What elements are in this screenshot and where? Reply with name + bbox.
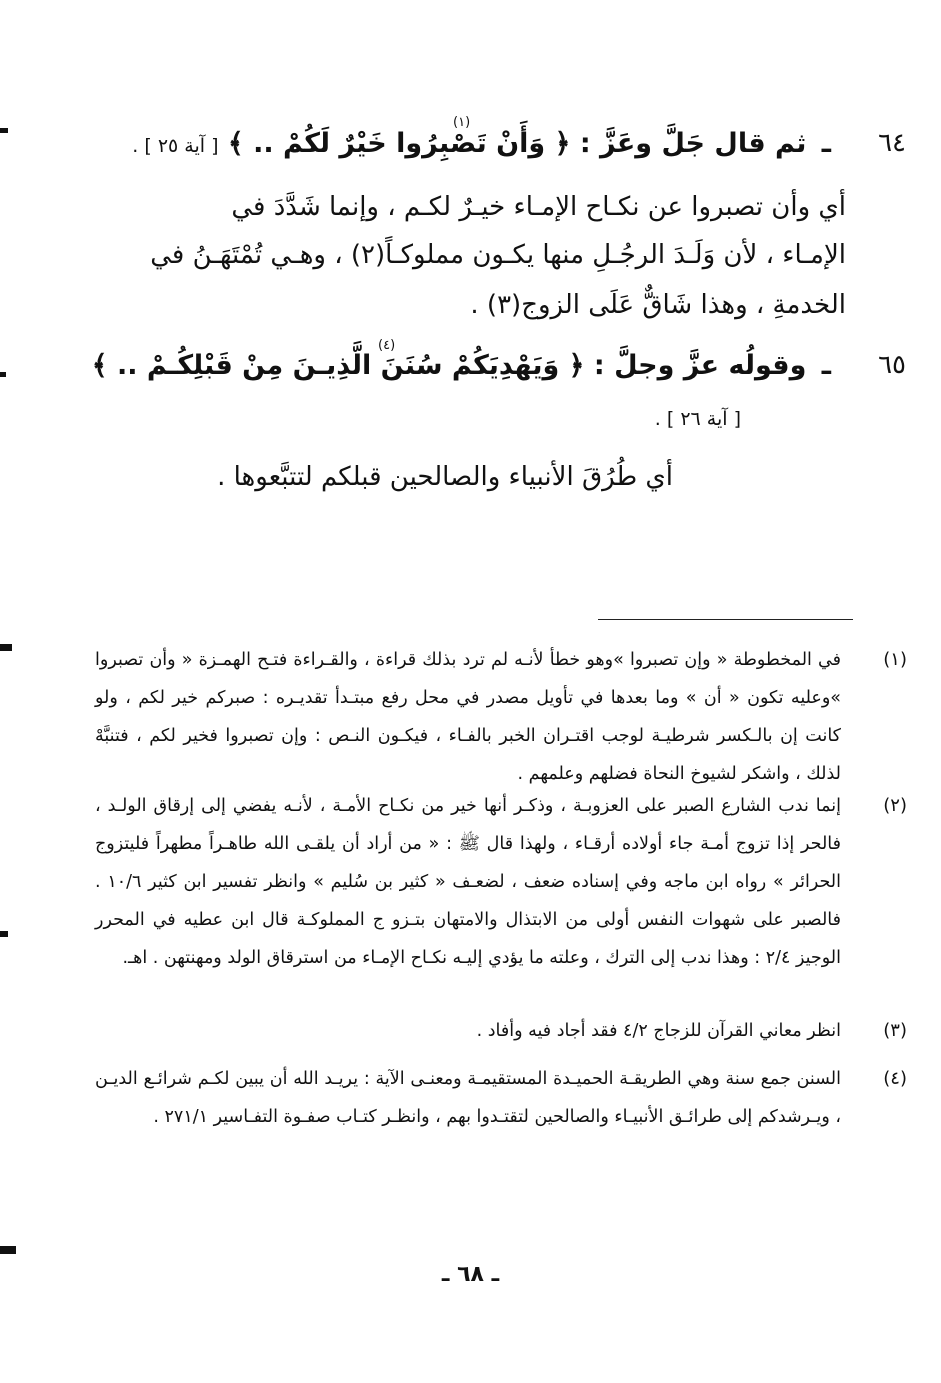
entry-64-heading xyxy=(90,128,906,159)
entry-65-heading xyxy=(90,350,906,381)
footnote-text: السنن جمع سنة وهي الطريقـة الحميـدة المستقيمـة ومعنـى الآية : يريـد الله أن يبين لكـم شرائـع الديـن ، ويـرشدكم إلى طرائـق الأنبيـاء والصالحين لتقتـدوا بهم ، وانظـر كتـاب صفـوة التفـاسير ٢٧١/١ . xyxy=(95,1069,841,1127)
entry-lead: ثم قال جَلَّ وعَزَّ : xyxy=(570,128,807,159)
entry-number: ٦٤ xyxy=(878,128,906,158)
footnote-2 xyxy=(95,787,907,977)
entry-number: ٦٥ xyxy=(878,350,906,380)
verse-reference: [ آية ٢٦ ] . xyxy=(654,408,741,430)
footnote-text: في المخطوطة « وإن تصبروا »وهو خطأ لأنـه لم ترد بذلك قراءة ، والقـراءة فتـح الهمـزة « وأن تصبروا »وعليه تكون « أن » وما بعدها في تأويل مصدر في محل رفع مبتـدأ تقديـره : صبركم خير لكم ، ولو كانت إن بالـكسر شرطيـة لوجب اقتـران الخبر بالفـاء ، فيكـون النـص : وإن تصبروا فخير لكم ، فتنبَّهْ لذلك ، واشكر لشيوخ النحاة فضلهم وعلمهم . xyxy=(95,650,841,784)
footnote-number: (٢) xyxy=(883,795,907,816)
entry-dash: ـ xyxy=(821,350,831,381)
footnote-text: إنما ندب الشارع الصبر على العزوبـة ، وذكـر أنها خير من نكـاح الأمـة ، لأنـه يفضي إلى إرقاق الولـد ، فالحر إذا تزوج أمـة جاء أولاده أرقـاء ، ولهذا قال ﷺ : « من أراد أن يلقـى الله طاهـراً مطهراً فليتزوج الحرائر » رواه ابن ماجه وفي إسناده ضعف ، لضعـف « كثير بن سُليم » وانظر تفسير ابن كثير ١٠/٦ . فالصبر على شهوات النفس أولى من الابتذال والامتهان بتـزو ج المملوكـة قال ابن عطيه في المحرر الوجيز ٢/٤ : وهذا ندب إلى الترك ، وعلته ما يؤدي إليـه نكـاح الإمـاء من استرقاق الولد ومهنتهن . اهـ. xyxy=(95,796,841,968)
body-paragraph-2: أي طُرُقَ الأنبياء والصالحين قبلكم لتتبَّعوها . xyxy=(217,462,673,492)
verse-reference: [ آية ٢٥ ] . xyxy=(132,135,219,157)
body-paragraph-1-line-3: الخدمةِ ، وهذا شَاقٌّ عَلَى الزوج(٣) . xyxy=(470,290,846,320)
scan-mark xyxy=(0,644,12,651)
footnote-number: (٣) xyxy=(883,1020,907,1041)
body-paragraph-1-line-1: أي وأن تصبروا عن نكـاح الإمـاء خيـرٌ لكـم ، وإنما شَدَّدَ في xyxy=(231,192,846,222)
scan-mark xyxy=(0,372,6,377)
footnote-separator xyxy=(598,619,853,620)
footnote-4 xyxy=(95,1060,907,1136)
footnote-3 xyxy=(95,1012,907,1050)
footnote-marker-4: (٤) xyxy=(378,338,396,353)
scan-mark xyxy=(0,931,8,937)
entry-lead: وقولُه عزَّ وجلَّ : xyxy=(584,350,807,381)
footnote-text: انظر معاني القرآن للزجاج ٤/٢ فقد أجاد فيه وأفاد . xyxy=(476,1021,841,1041)
entry-dash: ـ xyxy=(821,128,831,159)
footnote-number: (٤) xyxy=(883,1068,907,1089)
footnote-1 xyxy=(95,641,907,793)
footnote-marker-1: (١) xyxy=(453,115,471,130)
body-paragraph-1-line-2: الإمـاء ، لأن وَلَـدَ الرجُـلِ منها يكـون مملوكـاً(٢) ، وهـي تُمْتَهَـنُ في xyxy=(150,240,846,270)
page-number: ـ ٦٨ ـ xyxy=(441,1262,500,1287)
scan-mark xyxy=(0,1246,16,1254)
scan-mark xyxy=(0,128,8,133)
footnote-number: (١) xyxy=(883,649,907,670)
quranic-verse: ﴿ وَأَنْ تَصْبِرُوا خَيْرٌ لَكُمْ .. ﴾ xyxy=(227,128,571,159)
quranic-verse: ﴿ وَيَهْدِيَكُمْ سُنَنَ الَّذِيـنَ مِنْ قَبْلِكُـمْ .. ﴾ xyxy=(91,350,585,381)
